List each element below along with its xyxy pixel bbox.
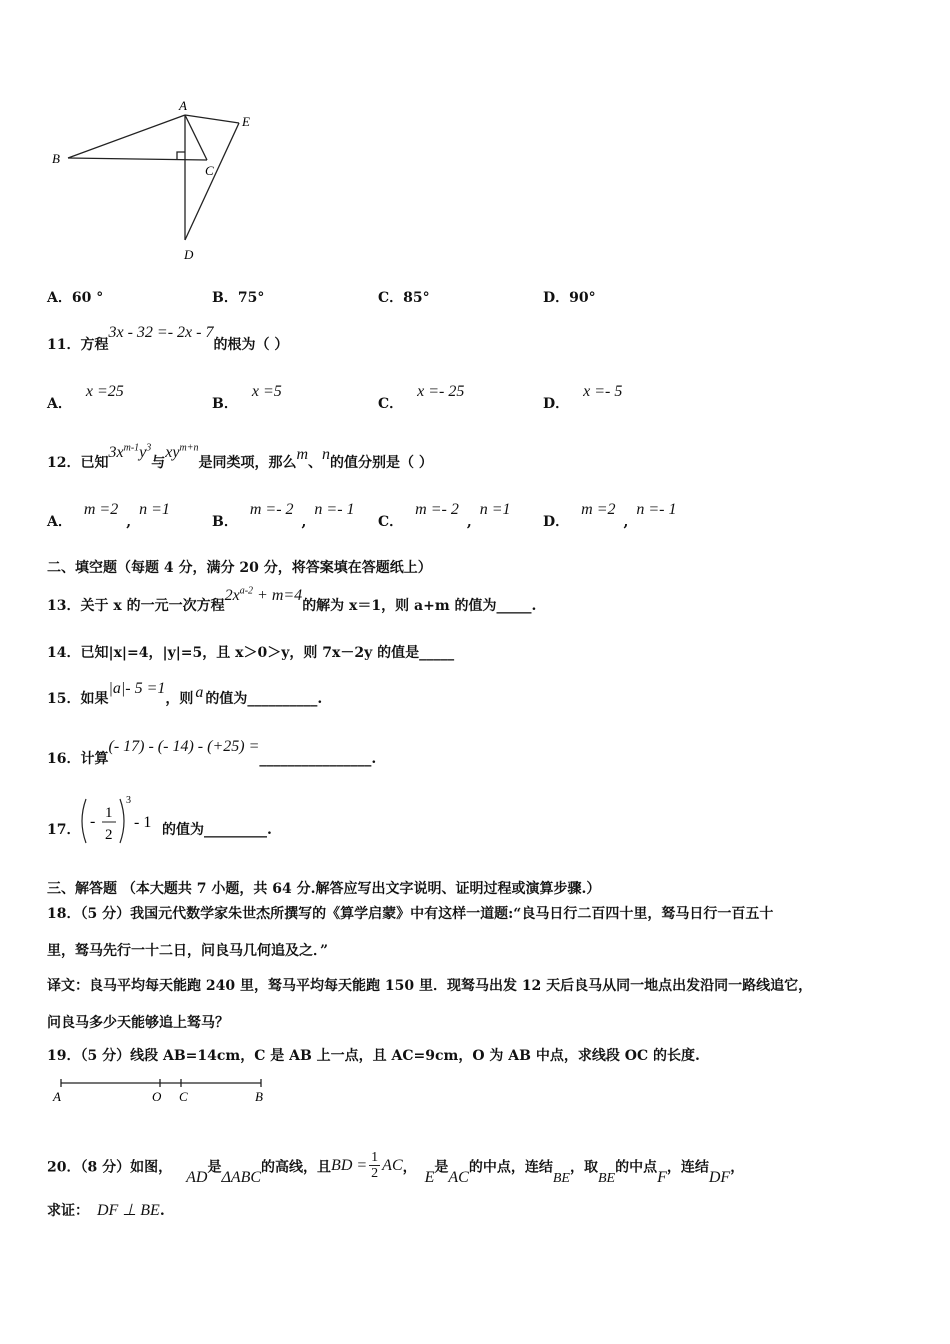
section-3-title: 三、解答题 （本大题共 7 小题，共 64 分.解答应写出文字说明、证明过程或演算步骤.） (47, 881, 601, 897)
q14-text: 14．已知|x|=4，|y|=5，且 x＞0＞y，则 7x－2y 的值是_____ (47, 645, 455, 661)
svg-text:A: A (53, 1089, 61, 1104)
q20-text: 20．（8 分）如图，AD是ΔABC的高线，且BD = $\frac{1}{2}$ AC，E是AC的中点，连结BE，取BE的中点F，连结DF， (47, 1150, 745, 1186)
q17-expression (78, 793, 163, 848)
q18-line-4: 问良马多少天能够追上驽马？ (47, 1015, 229, 1031)
svg-text:B: B (255, 1089, 263, 1104)
q12-stem: 12．已知$3x^{m-1}y^3$与$xy^{m+n}$是同类项，那么m、n的值分别是（ ） (47, 442, 433, 471)
label-d: D (184, 247, 194, 262)
q11-option-d: D．x =- 5 (543, 383, 623, 412)
q17-suffix: 的值为_________. (162, 822, 272, 838)
q15-text: 15．如果|a|- 5 =1，则 a 的值为__________. (47, 680, 323, 707)
segment-figure (48, 1075, 278, 1107)
label-c: C (205, 163, 214, 178)
q18-line-3: 译文：良马平均每天能跑 240 里，驽马平均每天能跑 150 里．现驽马出发 12 天后良马从同一地点出发沿同一路线追它， (47, 978, 813, 994)
svg-text:2: 2 (105, 827, 113, 843)
q10-option-c: C．85° (378, 290, 430, 306)
section-2-title: 二、填空题（每题 4 分，满分 20 分，将答案填在答题纸上） (47, 560, 432, 576)
q12-option-d: D．m =2,n =- 1 (543, 501, 677, 530)
q20-proof: 求证： DF ⊥ BE. (47, 1202, 165, 1219)
q10-option-b: B．75° (212, 290, 265, 306)
q11-option-b: B．x =5 (212, 383, 282, 412)
q12-option-a: A．m =2,n =1 (47, 501, 170, 530)
svg-text:O: O (152, 1089, 162, 1104)
label-b: B (52, 151, 60, 166)
q12-option-b: B．m =- 2,n =- 1 (212, 501, 355, 530)
svg-text:3: 3 (126, 795, 131, 806)
q11-option-c: C．x =- 25 (378, 383, 465, 412)
q10-option-d: D．90° (543, 290, 596, 306)
q18-line-1: 18．（5 分）我国元代数学家朱世杰所撰写的《算学启蒙》中有这样一道题:“良马日行二百四十里，驽马日行一百五十 (47, 906, 774, 922)
q11-stem: 11．方程3x - 32 =- 2x - 7的根为（ ） (47, 324, 289, 353)
q13-text: 13．关于 x 的一元一次方程$2x^{a-2} + m=4$的解为 x＝1，则 a+m 的值为_____. (47, 585, 537, 614)
q10-option-a: A．60 ° (47, 290, 104, 306)
label-a: A (179, 98, 187, 113)
svg-text:1: 1 (105, 805, 113, 821)
svg-text:-: - (90, 813, 96, 830)
svg-text:- 1: - 1 (134, 814, 152, 831)
q17-text: 17． (47, 822, 81, 838)
q12-option-c: C．m =- 2,n =1 (378, 501, 511, 530)
q18-line-2: 里，驽马先行一十二日，问良马几何追及之．” (47, 943, 329, 959)
q11-option-a: A．x =25 (47, 383, 124, 412)
q16-text: 16．计算(- 17) - (- 14) - (+25) =________________. (47, 738, 377, 767)
label-e: E (242, 114, 250, 129)
svg-text:C: C (179, 1089, 188, 1104)
triangle-figure (40, 95, 270, 270)
q19-text: 19．（5 分）线段 AB=14cm，C 是 AB 上一点，且 AC=9cm，O 为 AB 中点，求线段 OC 的长度. (47, 1048, 700, 1064)
